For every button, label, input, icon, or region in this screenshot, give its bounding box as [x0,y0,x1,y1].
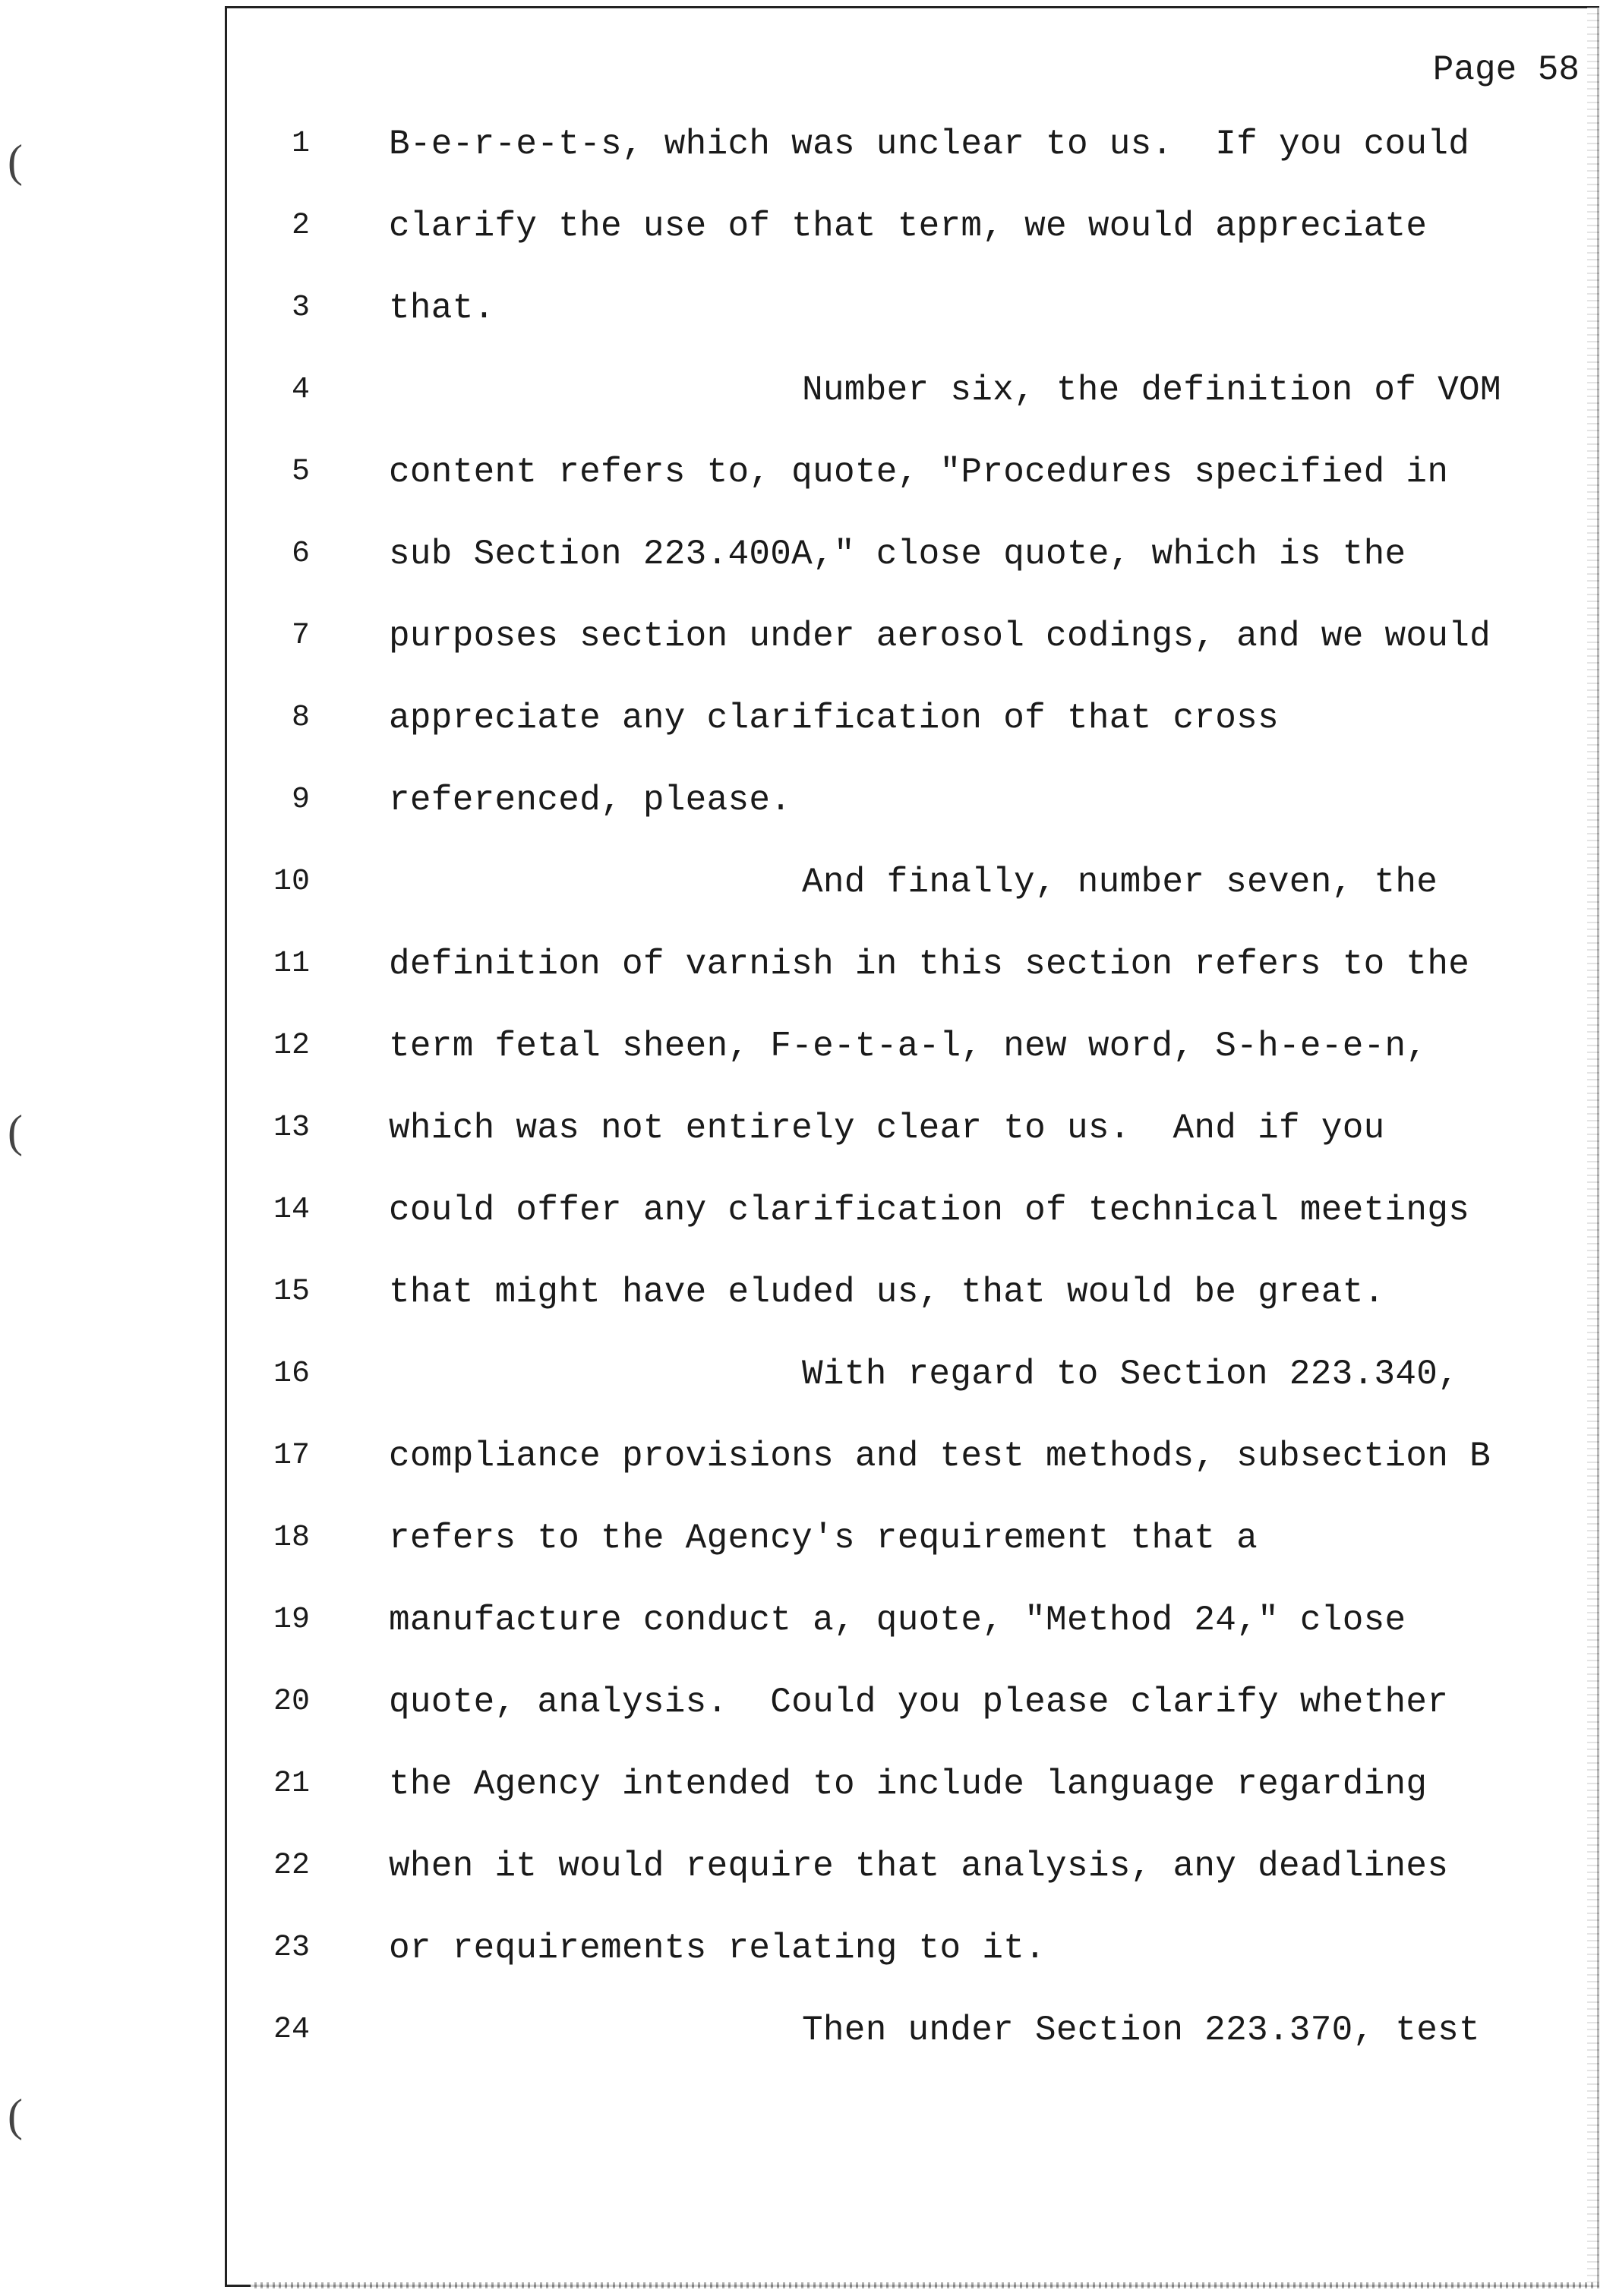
line-number: 3 [291,291,310,325]
line-number: 9 [291,783,310,817]
line-text: sub Section 223.400A," close quote, which is the [389,535,1406,574]
line-number: 8 [291,701,310,735]
line-number: 23 [273,1931,310,1965]
line-text: or requirements relating to it. [389,1929,1046,1968]
transcript-line [0,777,1616,859]
line-number: 10 [273,865,310,899]
line-text: refers to the Agency's requirement that a [389,1519,1258,1558]
transcript-line [0,1105,1616,1187]
line-number: 17 [273,1439,310,1473]
line-text: Then under Section 223.370, test [802,2011,1480,2050]
page-number-label: Page 58 [1432,50,1580,90]
line-text: term fetal sheen, F-e-t-a-l, new word, S-h-e-e-n, [389,1027,1428,1066]
scan-bottom-artifact [251,2282,1599,2288]
line-number: 20 [273,1685,310,1719]
transcript-line [0,1761,1616,1843]
line-text: Number six, the definition of VOM [802,371,1501,410]
transcript-line [0,1269,1616,1351]
line-text: B-e-r-e-t-s, which was unclear to us. If you could [389,125,1470,164]
transcript-line [0,1351,1616,1433]
transcript-line [0,695,1616,777]
transcript-line [0,1187,1616,1269]
line-text: when it would require that analysis, any deadlines [389,1847,1449,1886]
line-number: 22 [273,1849,310,1883]
transcript-line [0,1515,1616,1597]
transcript-line [0,1597,1616,1679]
line-text: that. [389,289,495,328]
line-text: referenced, please. [389,781,792,820]
line-text: content refers to, quote, "Procedures specified in [389,453,1449,492]
line-text: And finally, number seven, the [802,863,1438,902]
transcript-line [0,121,1616,203]
line-number: 2 [291,209,310,243]
line-text: that might have eluded us, that would be great. [389,1273,1385,1312]
transcript-line [0,285,1616,367]
transcript-line [0,203,1616,285]
transcript-line [0,941,1616,1023]
binder-hole-mark: ( [8,2090,23,2140]
transcript-line [0,1433,1616,1515]
transcript-line [0,531,1616,613]
line-number: 4 [291,373,310,407]
transcript-line [0,1843,1616,1925]
line-text: which was not entirely clear to us. And if you [389,1109,1385,1148]
line-number: 13 [273,1111,310,1145]
line-text: quote, analysis. Could you please clarify whether [389,1683,1449,1722]
transcript-line [0,1679,1616,1761]
line-text: With regard to Section 223.340, [802,1355,1460,1394]
transcript-line [0,1023,1616,1105]
line-number: 6 [291,537,310,571]
line-number: 14 [273,1193,310,1227]
line-number: 1 [291,127,310,161]
transcript-line [0,859,1616,941]
line-number: 24 [273,2013,310,2047]
binder-hole-mark: ( [8,136,23,186]
transcript-line [0,1925,1616,2007]
line-number: 11 [273,947,310,981]
line-number: 21 [273,1767,310,1801]
line-text: could offer any clarification of technical meetings [389,1191,1470,1230]
line-number: 19 [273,1603,310,1637]
transcript-line [0,2007,1616,2089]
transcript-line [0,613,1616,695]
line-text: appreciate any clarification of that cross [389,699,1279,738]
line-text: the Agency intended to include language regarding [389,1765,1428,1804]
line-text: purposes section under aerosol codings, and we would [389,617,1491,656]
line-text: definition of varnish in this section refers to the [389,945,1470,984]
line-number: 5 [291,455,310,489]
line-number: 15 [273,1275,310,1309]
transcript-line [0,449,1616,531]
line-text: manufacture conduct a, quote, "Method 24," close [389,1601,1406,1640]
line-number: 12 [273,1029,310,1063]
line-text: compliance provisions and test methods, subsection B [389,1437,1491,1476]
line-number: 7 [291,619,310,653]
transcript-line [0,367,1616,449]
line-text: clarify the use of that term, we would appreciate [389,207,1428,246]
binder-hole-mark: ( [8,1106,23,1156]
line-number: 16 [273,1357,310,1391]
line-number: 18 [273,1521,310,1555]
